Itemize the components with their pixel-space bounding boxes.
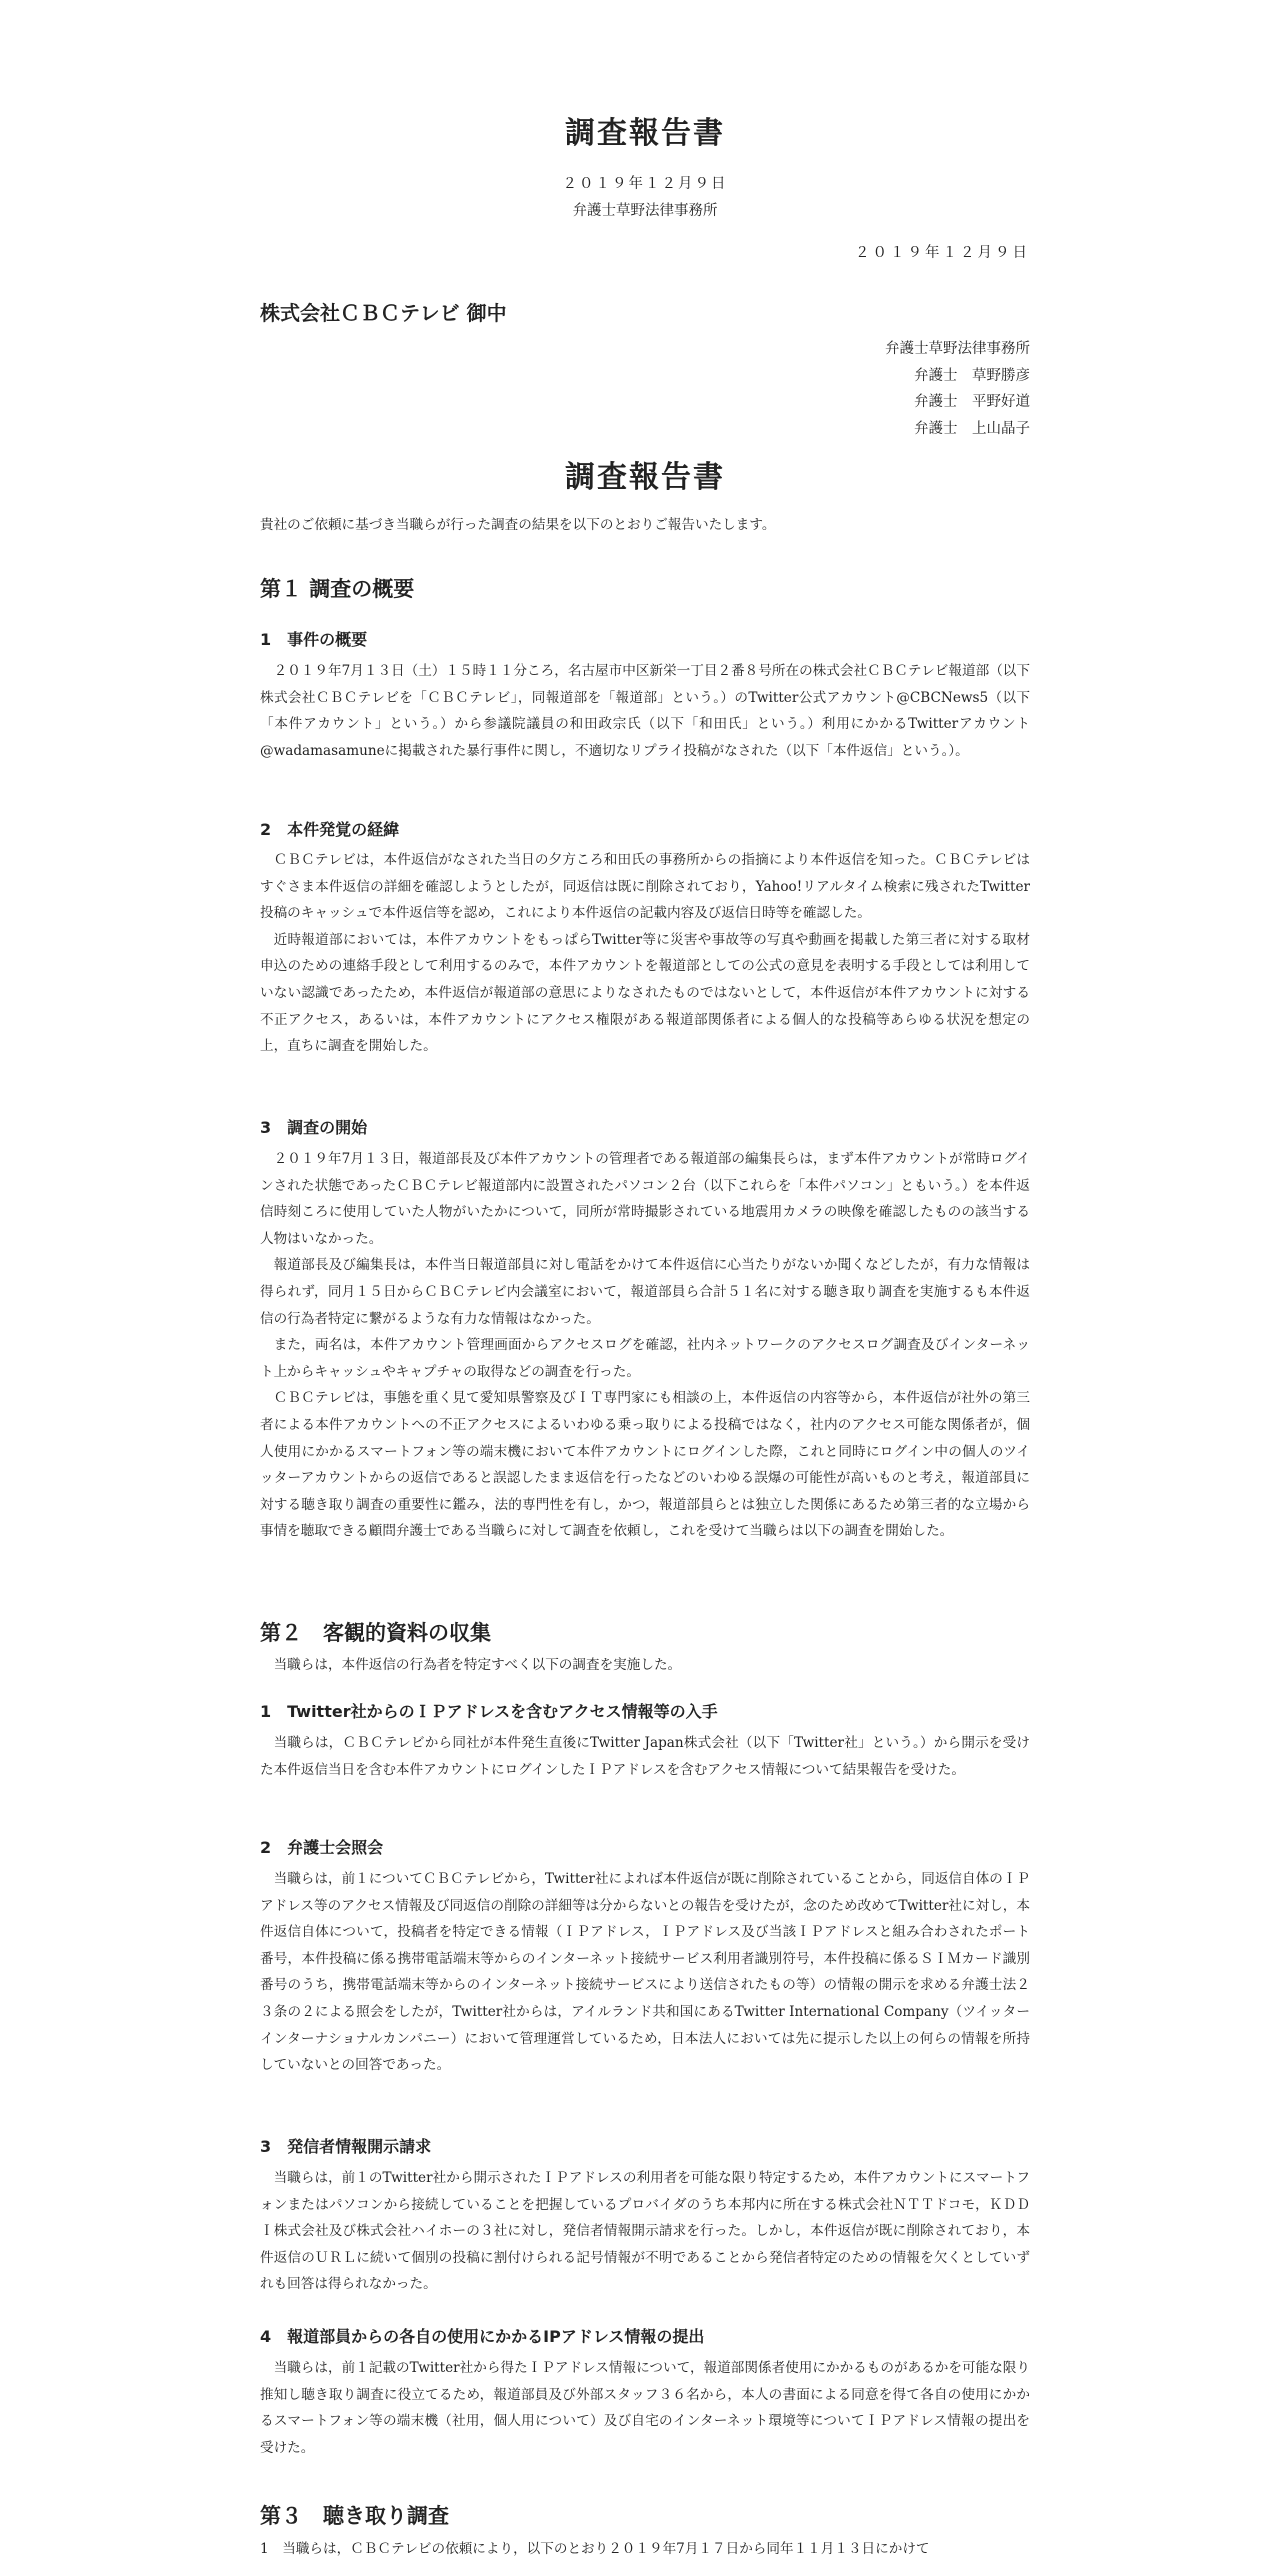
report-title: 調査報告書 (565, 460, 725, 495)
s2-sub2-heading: 2 弁護士会照会 (260, 1838, 384, 1857)
s2-sub2-body (260, 1866, 1030, 2079)
s1-sub2-heading-block (260, 817, 1030, 840)
section1-heading-block (260, 573, 1030, 603)
s1-sub3-heading: 3 調査の開始 (260, 1118, 368, 1137)
section2-heading-block (260, 1617, 1030, 1647)
s2-sub2-heading-block (260, 1835, 1030, 1858)
s1-sub2-heading: 2 本件発覚の経緯 (260, 820, 400, 839)
paragraph: 当職らは，ＣＢＣテレビから同社が本件発生直後にTwitter Japan株式会社（以下「Twitter社」という。）から開示を受けた本件返信当日を含む本件アカウントにログインしたＩＰアドレスを含むアクセス情報について結果報告を受けた。 (260, 1735, 1030, 1778)
s2-sub1-heading: 1 Twitter社からのＩＰアドレスを含むアクセス情報等の入手 (260, 1702, 718, 1721)
signer-firm: 弁護士草野法律事務所 (885, 341, 1030, 357)
intro-text: 貴社のご依頼に基づき当職らが行った調査の結果を以下のとおりご報告いたします。 (260, 517, 776, 533)
section3-body (260, 2536, 1030, 2563)
s2-sub1-heading-block (260, 1699, 1030, 1722)
paragraph: 当職らは，前１についてＣＢＣテレビから，Twitter社によれば本件返信が既に削除されていることから，同返信自体のＩＰアドレス等のアクセス情報及び同返信の削除の詳細等は分からないとの報告を受けたが，念のため改めてTwitter社に対し，本件返信自体について，投稿者を特定できる情報（ＩＰアドレス，ＩＰアドレス及び当該ＩＰアドレスと組み合わされたポート番号，本件投稿に係る携帯電話端末等からのインターネット接続サービス利用者識別符号，本件投稿に係るＳＩＭカード識別番号のうち，携帯電話端末等からのインターネット接続サービスにより送信されたもの等）の情報の開示を求める弁護士法２３条の２による照会をしたが，Twitter社からは，アイルランド共和国にあるTwitter International Company（ツイッターインターナショナルカンパニー）において管理運営しているため，日本法人においては先に提示した以上の何らの情報を所持していないとの回答であった。 (260, 1871, 1030, 2074)
s1-sub3-body (260, 1146, 1030, 1545)
section2-intro-block (260, 1652, 1030, 1679)
signer-3: 弁護士 上山晶子 (914, 420, 1030, 437)
report-title-block (260, 452, 1030, 496)
signers (260, 336, 1030, 442)
letter-date: ２０１９年１２月９日 (855, 245, 1030, 261)
s2-sub1-body (260, 1730, 1030, 1783)
header-firm: 弁護士草野法律事務所 (572, 203, 718, 219)
header-date-block (260, 172, 1030, 193)
s2-sub3-body (260, 2165, 1030, 2298)
header-firm-block (260, 199, 1030, 220)
paragraph: ２０１９年7月１３日（土）１５時１１分ころ，名古屋市中区新栄一丁目２番８号所在の株式会社ＣＢＣテレビ報道部（以下株式会社ＣＢＣテレビを「ＣＢＣテレビ」，同報道部を「報道部」という。）のTwitter公式アカウント@CBCNews5（以下「本件アカウント」という。）から参議院議員の和田政宗氏（以下「和田氏」という。）利用にかかるTwitterアカウント@wadamasamuneに掲載された暴行事件に関し，不適切なリプライ投稿がなされた（以下「本件返信」という。）。 (260, 663, 1030, 759)
paragraph: 当職らは，前１のTwitter社から開示されたＩＰアドレスの利用者を可能な限り特定するため，本件アカウントにスマートフォンまたはパソコンから接続していることを把握しているプロバイダのうち本邦内に所在する株式会社ＮＴＴドコモ，ＫＤＤＩ株式会社及び株式会社ハイホーの３社に対し，発信者情報開示請求を行った。しかし，本件返信が既に削除されており，本件返信のＵＲＬに続いて個別の投稿に割付けられる記号情報が不明であることから発信者特定のための情報を欠くとしていずれも回答は得られなかった。 (260, 2170, 1030, 2293)
s2-sub4-heading: 4 報道部員からの各自の使用にかかるIPアドレス情報の提出 (260, 2327, 705, 2346)
paragraph: 1 当職らは，ＣＢＣテレビの依頼により，以下のとおり２０１９年7月１７日から同年１１月１３日にかけて (260, 2541, 930, 2557)
s1-sub1-heading: 1 事件の概要 (260, 630, 368, 649)
section1-heading: 第１ 調査の概要 (260, 577, 415, 601)
paragraph: 報道部長及び編集長は，本件当日報道部員に対し電話をかけて本件返信に心当たりがないか聞くなどしたが，有力な情報は得られず，同月１５日からＣＢＣテレビ内会議室において，報道部員ら合計５１名に対する聴き取り調査を実施するも本件返信の行為者特定に繋がるような有力な情報はなかった。 (260, 1257, 1030, 1327)
recipient: 株式会社ＣＢＣテレビ 御中 (260, 301, 507, 325)
header-title (260, 108, 1030, 152)
page-title: 調査報告書 (565, 116, 725, 151)
paragraph: 近時報道部においては，本件アカウントをもっぱらTwitter等に災害や事故等の写真や動画を掲載した第三者に対する取材申込のための連絡手段として利用するのみで，本件アカウントを報道部としての公式の意見を表明する手段としては利用していない認識であったため，本件返信が報道部の意思によりなされたものではないとして，本件返信が本件アカウントに対する不正アクセス，あるいは，本件アカウントにアクセス権限がある報道部関係者による個人的な投稿等あらゆる状況を想定の上，直ちに調査を開始した。 (260, 931, 1030, 1055)
header-date: ２０１９年１２月９日 (562, 176, 728, 192)
section3-heading-block (260, 2500, 1030, 2530)
paragraph: ＣＢＣテレビは，本件返信がなされた当日の夕方ころ和田氏の事務所からの指摘により本件返信を知った。ＣＢＣテレビはすぐさま本件返信の詳細を確認しようとしたが，同返信は既に削除されており，Yahoo!リアルタイム検索に残されたTwitter投稿のキャッシュで本件返信等を認め，これにより本件返信の記載内容及び返信日時等を確認した。 (260, 852, 1030, 922)
paragraph: ２０１９年7月１３日，報道部長及び本件アカウントの管理者である報道部の編集長らは，まず本件アカウントが常時ログインされた状態であったＣＢＣテレビ報道部内に設置されたパソコン２台（以下これらを「本件パソコン」ともいう。）を本件返信時刻ころに使用していた人物がいたかについて，同所が常時撮影されている地震用カメラの映像を確認したものの該当する人物はいなかった。 (260, 1151, 1030, 1247)
section3-heading: 第３ 聴き取り調査 (260, 2504, 449, 2528)
s1-sub1-body (260, 658, 1030, 764)
intro-block (260, 512, 1030, 539)
s2-sub3-heading: 3 発信者情報開示請求 (260, 2137, 432, 2156)
letter-date-block (260, 241, 1030, 262)
signer-1: 弁護士 草野勝彦 (914, 367, 1030, 384)
s1-sub1-heading-block (260, 627, 1030, 650)
s2-sub3-heading-block (260, 2134, 1030, 2157)
s1-sub3-heading-block (260, 1115, 1030, 1138)
section2-heading: 第２ 客観的資料の収集 (260, 1621, 491, 1645)
signer-2: 弁護士 平野好道 (914, 394, 1030, 411)
section2-intro: 当職らは，本件返信の行為者を特定すべく以下の調査を実施した。 (273, 1657, 682, 1673)
paragraph: 当職らは，前１記載のTwitter社から得たＩＰアドレス情報について，報道部関係者使用にかかるものがあるかを可能な限り推知し聴き取り調査に役立てるため，報道部員及び外部スタッフ３６名から，本人の書面による同意を得て各自の使用にかかるスマートフォン等の端末機（社用，個人用について）及び自宅のインターネット環境等についてＩＰアドレス情報の提出を受けた。 (260, 2360, 1030, 2456)
s2-sub4-body (260, 2355, 1030, 2461)
s2-sub4-heading-block (260, 2324, 1030, 2347)
s1-sub2-body (260, 847, 1030, 1060)
paragraph: ＣＢＣテレビは，事態を重く見て愛知県警察及びＩＴ専門家にも相談の上，本件返信の内容等から，本件返信が社外の第三者による本件アカウントへの不正アクセスによるいわゆる乗っ取りによる投稿ではなく，社内のアクセス可能な関係者が，個人使用にかかるスマートフォン等の端末機において本件アカウントにログインした際，これと同時にログイン中の個人のツイッターアカウントからの返信であると誤認したまま返信を行ったなどのいわゆる誤爆の可能性が高いものと考え，報道部員に対する聴き取り調査の重要性に鑑み，法的専門性を有し，かつ，報道部員らとは独立した関係にあるため第三者的な立場から事情を聴取できる顧問弁護士である当職らに対して調査を依頼し，これを受けて当職らは以下の調査を開始した。 (260, 1390, 1030, 1540)
recipient-block (260, 297, 1030, 326)
paragraph: また，両名は，本件アカウント管理画面からアクセスログを確認，社内ネットワークのアクセスログ調査及びインターネット上からキャッシュやキャプチャの取得などの調査を行った。 (260, 1337, 1030, 1380)
